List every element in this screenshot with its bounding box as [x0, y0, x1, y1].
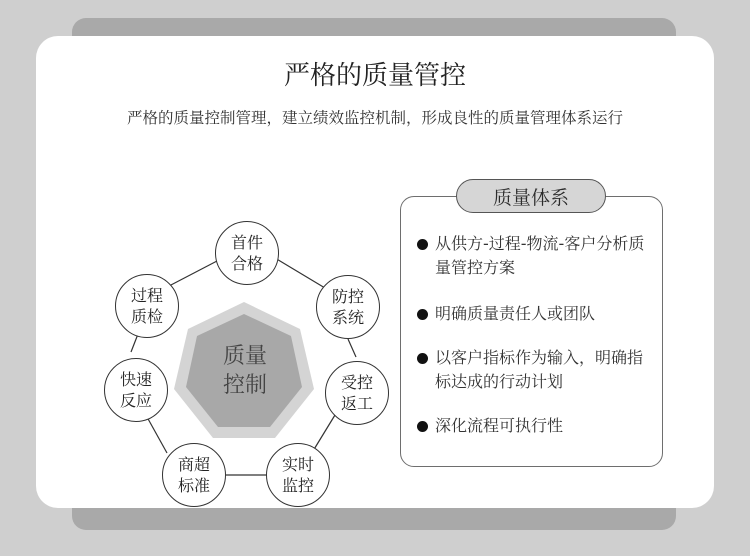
page-title: 严格的质量管控 — [283, 61, 466, 91]
center-label-line: 质量 — [222, 344, 267, 369]
node-label-line: 质检 — [130, 307, 163, 326]
node-retail-standard — [162, 443, 226, 507]
node-label-line: 合格 — [230, 254, 263, 273]
bullet-icon — [417, 421, 428, 432]
list-item — [416, 346, 656, 394]
quality-system-list — [416, 232, 656, 462]
list-item — [416, 414, 656, 438]
node-label-line: 受控 — [340, 373, 373, 392]
node-label-line: 过程 — [130, 286, 163, 305]
node-label-line: 防控 — [331, 287, 364, 306]
connector-line — [275, 258, 325, 288]
node-label-line: 快速 — [119, 370, 152, 389]
node-label-line: 监控 — [281, 476, 314, 495]
list-item-text: 从供方-过程-物流-客户分析质量管控方案 — [435, 234, 645, 277]
connector-line — [169, 261, 217, 286]
node-first-article — [215, 221, 279, 285]
center-label — [205, 336, 285, 406]
connector-line — [147, 417, 167, 453]
node-label-line: 首件 — [230, 233, 263, 252]
node-label-line: 反应 — [119, 391, 152, 410]
node-realtime-monitoring — [266, 443, 330, 507]
list-item-text: 深化流程可执行性 — [435, 416, 564, 435]
node-label-line: 标准 — [177, 476, 210, 495]
list-item — [416, 302, 656, 326]
node-rapid-response — [104, 358, 168, 422]
bullet-icon — [417, 353, 428, 364]
node-label-line: 实时 — [281, 455, 314, 474]
connector-line — [348, 339, 356, 357]
quality-system-heading: 质量体系 — [456, 179, 606, 213]
page-subtitle: 严格的质量控制管理，建立绩效监控机制，形成良性的质量管理体系运行 — [126, 109, 623, 127]
content-card — [36, 36, 714, 508]
node-process-inspection — [115, 274, 179, 338]
bullet-icon — [417, 309, 428, 320]
node-label-line: 返工 — [340, 394, 373, 413]
node-label-line: 商超 — [177, 455, 210, 474]
quality-cycle-diagram — [72, 186, 382, 495]
node-prevention-system — [316, 275, 380, 339]
center-label-line: 控制 — [222, 373, 267, 398]
node-label-line: 系统 — [331, 308, 364, 327]
list-item-text: 明确质量责任人或团队 — [435, 304, 596, 323]
list-item — [416, 232, 656, 280]
connector-line — [313, 415, 335, 451]
list-item-text: 以客户指标作为输入，明确指标达成的行动计划 — [435, 348, 644, 391]
bullet-icon — [417, 239, 428, 250]
node-controlled-rework — [325, 361, 389, 425]
